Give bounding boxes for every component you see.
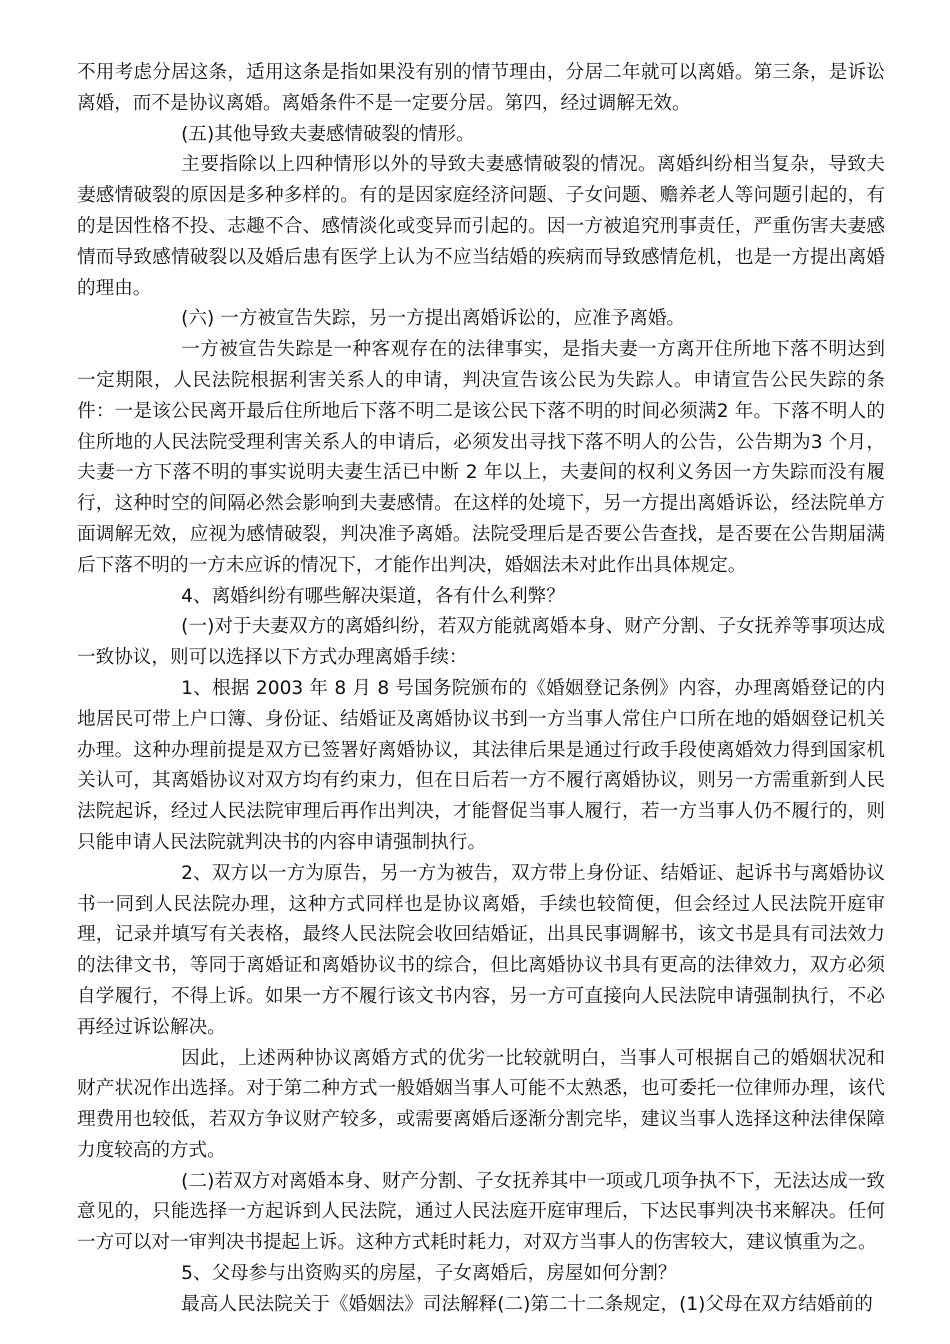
list-item: 1、根据 2003 年 8 月 8 号国务院颁布的《婚姻登记条例》内容，办理离婚登记的内地居民可带上户口簿、身份证、结婚证及离婚协议书到一方当事人常住户口所在地的婚姻登记机关办理。这种办理前提是双方已签署好离婚协议，其法律后果是通过行政手段使离婚效力得到国家机关认可，其离婚协议对双方均有约束力，但在日后若一方不履行离婚协议，则另一方需重新到人民法院起诉，经过人民法院审理后再作出判决，才能督促当事人履行，若一方当事人仍不履行的，则只能申请人民法院就判决书的内容申请强制执行。 — [77, 677, 885, 853]
paragraph-continuation: 不用考虑分居这条，适用这条是指如果没有别的情节理由，分居二年就可以离婚。第三条，是诉讼离婚，而不是协议离婚。离婚条件不是一定要分居。第四，经过调解无效。 — [77, 62, 885, 114]
section-heading-5: (五)其他导致夫妻感情破裂的情形。 — [181, 123, 475, 145]
paragraph: 因此，上述两种协议离婚方式的优劣一比较就明白，当事人可根据自己的婚姻状况和财产状况作出选择。对于第二种方式一般婚姻当事人可能不太熟悉，也可委托一位律师办理，该代理费用也较低，若双方争议财产较多，或需要离婚后逐渐分割完毕，建议当事人选择这种法律保障力度较高的方式。 — [77, 1047, 885, 1161]
question-heading-4: 4、离婚纠纷有哪些解决渠道，各有什么利弊？ — [181, 585, 565, 607]
paragraph: 一方被宣告失踪是一种客观存在的法律事实，是指夫妻一方离开住所地下落不明达到一定期限，人民法院根据利害关系人的申请，判决宣告该公民为失踪人。申请宣告公民失踪的条件：一是该公民离开最后住所地后下落不明二是该公民下落不明的时间必须满2 年。下落不明人的住所地的人民法院受理利害关系人的申请后，必须发出寻找下落不明人的公告，公告期为3 个月，夫妻一方下落不明的事实说明夫妻生活已中断 2 年以上，夫妻间的权利义务因一方失踪而没有履行，这种时空的间隔必然会影响到夫妻感情。在这样的处境下，另一方提出离婚诉讼，经法院单方面调解无效，应视为感情破裂，判决准予离婚。法院受理后是否要公告查找，是否要在公告期届满后下落不明的一方未应诉的情况下，才能作出判决，婚姻法未对此作出具体规定。 — [77, 339, 885, 576]
paragraph: (一)对于夫妻双方的离婚纠纷，若双方能就离婚本身、财产分割、子女抚养等事项达成一致协议，则可以选择以下方式办理离婚手续： — [77, 616, 885, 669]
section-heading-6: (六) 一方被宣告失踪，另一方提出离婚诉讼的，应准予离婚。 — [181, 308, 686, 330]
document-body — [77, 58, 885, 1321]
list-item: 2、双方以一方为原告，另一方为被告，双方带上身份证、结婚证、起诉书与离婚协议书一同到人民法院办理，这种方式同样也是协议离婚，手续也较简便，但会经过人民法院开庭审理，记录并填写有关表格，最终人民法院会收回结婚证，出具民事调解书，该文书是具有司法效力的法律文书，等同于离婚证和离婚协议书的综合，但比离婚协议书具有更高的法律效力，双方必须自学履行，不得上诉。如果一方不履行该文书内容，另一方可直接向人民法院申请强制执行，不必再经过诉讼解决。 — [77, 862, 885, 1038]
question-heading-5: 5、父母参与出资购买的房屋，子女离婚后，房屋如何分割？ — [181, 1263, 677, 1285]
paragraph: 主要指除以上四种情形以外的导致夫妻感情破裂的情况。离婚纠纷相当复杂，导致夫妻感情破裂的原因是多种多样的。有的是因家庭经济问题、子女问题、赡养老人等问题引起的，有的是因性格不投、志趣不合、感情淡化或变异而引起的。因一方被追究刑事责任，严重伤害夫妻感情而导致感情破裂以及婚后患有医学上认为不应当结婚的疾病而导致感情危机，也是一方提出离婚的理由。 — [77, 154, 885, 299]
paragraph: 最高人民法院关于《婚姻法》司法解释(二)第二十二条规定，(1)父母在双方结婚前的 — [181, 1293, 873, 1315]
paragraph: (二)若双方对离婚本身、财产分割、子女抚养其中一项或几项争执不下，无法达成一致意见的，只能选择一方起诉到人民法院，通过人民法庭开庭审理后，下达民事判决书来解决。任何一方可以对一审判决书提起上诉。这种方式耗时耗力，对双方当事人的伤害较大，建议慎重为之。 — [77, 1170, 885, 1254]
